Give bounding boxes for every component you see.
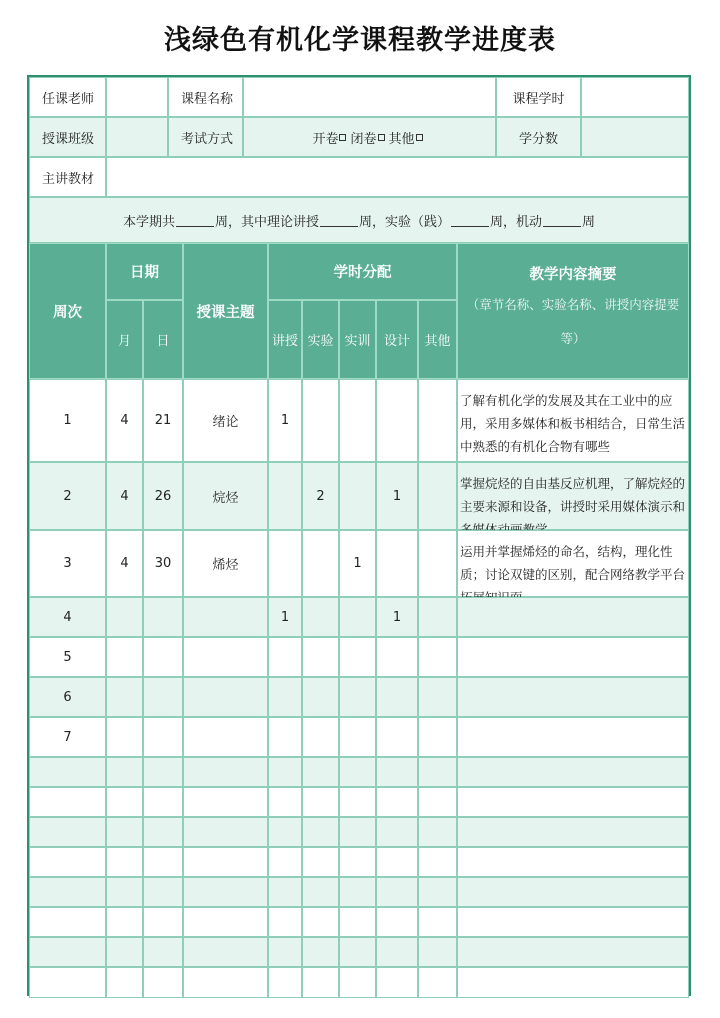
course-hours-label: 课程学时 bbox=[496, 77, 581, 117]
experiment-hours-cell[interactable] bbox=[302, 817, 339, 847]
week-cell[interactable]: 2 bbox=[29, 462, 106, 530]
day-cell[interactable]: 21 bbox=[143, 379, 183, 462]
week-cell[interactable] bbox=[29, 847, 106, 877]
lecture-hours-cell[interactable] bbox=[268, 757, 302, 787]
topic-cell[interactable]: 烯烃 bbox=[183, 530, 268, 597]
week-cell[interactable]: 4 bbox=[29, 597, 106, 637]
training-hours-cell[interactable] bbox=[339, 637, 376, 677]
lecture-hours-cell[interactable] bbox=[268, 877, 302, 907]
month-cell[interactable] bbox=[106, 907, 143, 937]
other-hours-cell[interactable] bbox=[418, 462, 457, 530]
experiment-hours-cell[interactable] bbox=[302, 597, 339, 637]
training-hours-cell[interactable] bbox=[339, 717, 376, 757]
design-hours-cell[interactable] bbox=[376, 637, 418, 677]
week-cell[interactable]: 6 bbox=[29, 677, 106, 717]
experiment-hours-cell[interactable] bbox=[302, 877, 339, 907]
exam-option-closed: 闭卷 bbox=[350, 131, 377, 147]
experiment-hours-cell[interactable] bbox=[302, 907, 339, 937]
training-hours-cell[interactable] bbox=[339, 937, 376, 967]
training-hours-cell[interactable] bbox=[339, 379, 376, 462]
header-experiment: 实验 bbox=[302, 300, 339, 379]
blank-lecture-weeks[interactable] bbox=[320, 214, 358, 227]
exam-option-other: 其他 bbox=[388, 131, 415, 147]
month-cell[interactable] bbox=[106, 757, 143, 787]
summary-cell[interactable] bbox=[457, 967, 689, 998]
exam-method-label: 考试方式 bbox=[168, 117, 243, 157]
summary-cell[interactable]: 运用并掌握烯烃的命名，结构，理化性质；讨论双键的区别，配合网络教学平台 bbox=[457, 530, 689, 597]
topic-cell[interactable] bbox=[183, 877, 268, 907]
lecture-hours-cell[interactable] bbox=[268, 907, 302, 937]
header-date: 日期 bbox=[106, 243, 183, 300]
checkbox-open[interactable] bbox=[339, 134, 346, 141]
day-cell[interactable]: 30 bbox=[143, 530, 183, 597]
topic-cell[interactable] bbox=[183, 787, 268, 817]
design-hours-cell[interactable] bbox=[376, 787, 418, 817]
topic-cell[interactable] bbox=[183, 677, 268, 717]
lecture-hours-cell[interactable] bbox=[268, 787, 302, 817]
training-hours-cell[interactable] bbox=[339, 907, 376, 937]
credits-label: 学分数 bbox=[496, 117, 581, 157]
lecture-hours-cell[interactable] bbox=[268, 677, 302, 717]
exam-options bbox=[243, 117, 496, 157]
experiment-hours-cell[interactable] bbox=[302, 379, 339, 462]
topic-cell[interactable] bbox=[183, 907, 268, 937]
month-cell[interactable] bbox=[106, 717, 143, 757]
training-hours-cell[interactable] bbox=[339, 597, 376, 637]
header-design: 设计 bbox=[376, 300, 418, 379]
other-hours-cell[interactable] bbox=[418, 877, 457, 907]
day-cell[interactable] bbox=[143, 817, 183, 847]
topic-cell[interactable] bbox=[183, 817, 268, 847]
class-label: 授课班级 bbox=[29, 117, 106, 157]
design-hours-cell[interactable] bbox=[376, 907, 418, 937]
day-cell[interactable] bbox=[143, 597, 183, 637]
page-title: 浅绿色有机化学课程教学进度表 bbox=[164, 25, 556, 56]
header-lecture: 讲授 bbox=[268, 300, 302, 379]
summary-cell[interactable] bbox=[457, 757, 689, 787]
week-cell[interactable] bbox=[29, 817, 106, 847]
summary-cell[interactable] bbox=[457, 937, 689, 967]
teacher-label: 任课老师 bbox=[29, 77, 106, 117]
summary-cell[interactable] bbox=[457, 787, 689, 817]
training-hours-cell[interactable] bbox=[339, 967, 376, 998]
design-hours-cell[interactable]: 1 bbox=[376, 597, 418, 637]
week-cell[interactable]: 7 bbox=[29, 717, 106, 757]
textbook-label: 主讲教材 bbox=[29, 157, 106, 197]
experiment-hours-cell[interactable] bbox=[302, 787, 339, 817]
other-hours-cell[interactable] bbox=[418, 597, 457, 637]
lecture-hours-cell[interactable] bbox=[268, 637, 302, 677]
day-cell[interactable]: 26 bbox=[143, 462, 183, 530]
semester-summary: 本学期共 周，其中理论讲授 周，实验（践） 周，机动 周 bbox=[29, 197, 689, 243]
topic-cell[interactable] bbox=[183, 597, 268, 637]
month-cell[interactable] bbox=[106, 937, 143, 967]
month-cell[interactable]: 4 bbox=[106, 379, 143, 462]
other-hours-cell[interactable] bbox=[418, 787, 457, 817]
week-cell[interactable]: 3 bbox=[29, 530, 106, 597]
other-hours-cell[interactable] bbox=[418, 677, 457, 717]
topic-cell[interactable] bbox=[183, 757, 268, 787]
blank-practice-weeks[interactable] bbox=[451, 214, 489, 227]
topic-cell[interactable] bbox=[183, 717, 268, 757]
other-hours-cell[interactable] bbox=[418, 847, 457, 877]
month-cell[interactable] bbox=[106, 597, 143, 637]
design-hours-cell[interactable] bbox=[376, 530, 418, 597]
summary-cell[interactable] bbox=[457, 597, 689, 637]
lecture-hours-cell[interactable] bbox=[268, 847, 302, 877]
checkbox-other[interactable] bbox=[416, 134, 423, 141]
experiment-hours-cell[interactable] bbox=[302, 847, 339, 877]
day-cell[interactable] bbox=[143, 677, 183, 717]
course-name-value[interactable] bbox=[243, 77, 496, 117]
summary-cell[interactable] bbox=[457, 847, 689, 877]
lecture-hours-cell[interactable]: 1 bbox=[268, 379, 302, 462]
summary-cell[interactable] bbox=[457, 717, 689, 757]
experiment-hours-cell[interactable]: 2 bbox=[302, 462, 339, 530]
week-cell[interactable] bbox=[29, 967, 106, 998]
summary-cell[interactable] bbox=[457, 877, 689, 907]
other-hours-cell[interactable] bbox=[418, 967, 457, 998]
day-cell[interactable] bbox=[143, 717, 183, 757]
month-cell[interactable] bbox=[106, 677, 143, 717]
header-summary bbox=[457, 243, 689, 379]
day-cell[interactable] bbox=[143, 637, 183, 677]
lecture-hours-cell[interactable]: 1 bbox=[268, 597, 302, 637]
lecture-hours-cell[interactable] bbox=[268, 817, 302, 847]
training-hours-cell[interactable] bbox=[339, 462, 376, 530]
experiment-hours-cell[interactable] bbox=[302, 677, 339, 717]
other-hours-cell[interactable] bbox=[418, 637, 457, 677]
other-hours-cell[interactable] bbox=[418, 937, 457, 967]
design-hours-cell[interactable]: 1 bbox=[376, 462, 418, 530]
summary-cell[interactable]: 了解有机化学的发展及其在工业中的应用，采用多媒体和板书相结合，日常生活中熟悉的有机化合物有哪些 bbox=[457, 379, 689, 462]
month-cell[interactable] bbox=[106, 967, 143, 998]
month-cell[interactable] bbox=[106, 787, 143, 817]
training-hours-cell[interactable] bbox=[339, 677, 376, 717]
lecture-hours-cell[interactable] bbox=[268, 937, 302, 967]
other-hours-cell[interactable] bbox=[418, 530, 457, 597]
teacher-value[interactable] bbox=[106, 77, 168, 117]
design-hours-cell[interactable] bbox=[376, 717, 418, 757]
exam-option-open: 开卷 bbox=[312, 131, 339, 147]
month-cell[interactable] bbox=[106, 637, 143, 677]
summary-cell[interactable]: 掌握烷烃的自由基反应机理，了解烷烃的主要来源和设备，讲授时采用媒体演示和 bbox=[457, 462, 689, 530]
summary-cell[interactable] bbox=[457, 817, 689, 847]
summary-cell[interactable] bbox=[457, 637, 689, 677]
design-hours-cell[interactable] bbox=[376, 877, 418, 907]
summary-cell[interactable] bbox=[457, 907, 689, 937]
lecture-hours-cell[interactable] bbox=[268, 530, 302, 597]
topic-cell[interactable]: 绪论 bbox=[183, 379, 268, 462]
design-hours-cell[interactable] bbox=[376, 937, 418, 967]
day-cell[interactable] bbox=[143, 907, 183, 937]
experiment-hours-cell[interactable] bbox=[302, 717, 339, 757]
design-hours-cell[interactable] bbox=[376, 677, 418, 717]
other-hours-cell[interactable] bbox=[418, 907, 457, 937]
design-hours-cell[interactable] bbox=[376, 847, 418, 877]
other-hours-cell[interactable] bbox=[418, 379, 457, 462]
month-cell[interactable] bbox=[106, 817, 143, 847]
header-summary-title: 教学内容摘要 bbox=[529, 266, 617, 283]
week-cell[interactable] bbox=[29, 787, 106, 817]
month-cell[interactable] bbox=[106, 877, 143, 907]
header-summary-note: （章节名称、实验名称、讲授内容提要等） bbox=[466, 296, 680, 346]
training-hours-cell[interactable] bbox=[339, 847, 376, 877]
topic-cell[interactable]: 烷烃 bbox=[183, 462, 268, 530]
topic-cell[interactable] bbox=[183, 937, 268, 967]
design-hours-cell[interactable] bbox=[376, 817, 418, 847]
blank-flexible-weeks[interactable] bbox=[543, 214, 581, 227]
design-hours-cell[interactable] bbox=[376, 757, 418, 787]
topic-cell[interactable] bbox=[183, 847, 268, 877]
training-hours-cell[interactable] bbox=[339, 787, 376, 817]
header-day: 日 bbox=[143, 300, 183, 379]
header-training: 实训 bbox=[339, 300, 376, 379]
week-cell[interactable]: 5 bbox=[29, 637, 106, 677]
lecture-hours-cell[interactable] bbox=[268, 462, 302, 530]
blank-total-weeks[interactable] bbox=[176, 214, 214, 227]
design-hours-cell[interactable] bbox=[376, 967, 418, 998]
class-value[interactable] bbox=[106, 117, 168, 157]
week-cell[interactable] bbox=[29, 757, 106, 787]
day-cell[interactable] bbox=[143, 787, 183, 817]
training-hours-cell[interactable]: 1 bbox=[339, 530, 376, 597]
day-cell[interactable] bbox=[143, 967, 183, 998]
month-cell[interactable] bbox=[106, 847, 143, 877]
header-other: 其他 bbox=[418, 300, 457, 379]
week-cell[interactable] bbox=[29, 937, 106, 967]
lecture-hours-cell[interactable] bbox=[268, 717, 302, 757]
experiment-hours-cell[interactable] bbox=[302, 967, 339, 998]
credits-value[interactable] bbox=[581, 117, 689, 157]
course-hours-value[interactable] bbox=[581, 77, 689, 117]
topic-cell[interactable] bbox=[183, 967, 268, 998]
day-cell[interactable] bbox=[143, 877, 183, 907]
day-cell[interactable] bbox=[143, 757, 183, 787]
other-hours-cell[interactable] bbox=[418, 817, 457, 847]
other-hours-cell[interactable] bbox=[418, 757, 457, 787]
day-cell[interactable] bbox=[143, 937, 183, 967]
course-name-label: 课程名称 bbox=[168, 77, 243, 117]
design-hours-cell[interactable] bbox=[376, 379, 418, 462]
header-topic: 授课主题 bbox=[183, 243, 268, 379]
experiment-hours-cell[interactable] bbox=[302, 637, 339, 677]
topic-cell[interactable] bbox=[183, 637, 268, 677]
summary-cell[interactable] bbox=[457, 677, 689, 717]
header-hours-distribution: 学时分配 bbox=[268, 243, 457, 300]
checkbox-closed[interactable] bbox=[378, 134, 385, 141]
experiment-hours-cell[interactable] bbox=[302, 937, 339, 967]
training-hours-cell[interactable] bbox=[339, 757, 376, 787]
month-cell[interactable]: 4 bbox=[106, 530, 143, 597]
training-hours-cell[interactable] bbox=[339, 877, 376, 907]
other-hours-cell[interactable] bbox=[418, 717, 457, 757]
week-cell[interactable]: 1 bbox=[29, 379, 106, 462]
week-cell[interactable] bbox=[29, 907, 106, 937]
header-month: 月 bbox=[106, 300, 143, 379]
textbook-value[interactable] bbox=[106, 157, 689, 197]
experiment-hours-cell[interactable] bbox=[302, 530, 339, 597]
week-cell[interactable] bbox=[29, 877, 106, 907]
experiment-hours-cell[interactable] bbox=[302, 757, 339, 787]
lecture-hours-cell[interactable] bbox=[268, 967, 302, 998]
day-cell[interactable] bbox=[143, 847, 183, 877]
month-cell[interactable]: 4 bbox=[106, 462, 143, 530]
header-week: 周次 bbox=[29, 243, 106, 379]
training-hours-cell[interactable] bbox=[339, 817, 376, 847]
